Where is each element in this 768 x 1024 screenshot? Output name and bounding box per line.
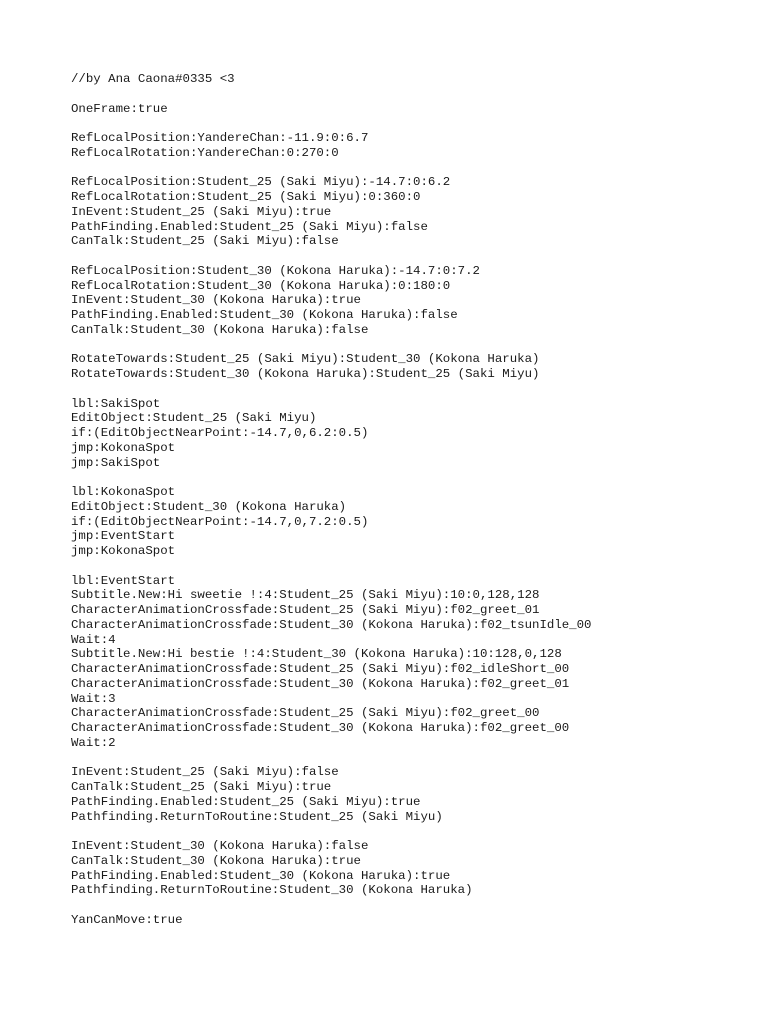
text-line: YanCanMove:true — [71, 912, 183, 927]
text-line: CanTalk:Student_30 (Kokona Haruka):true — [71, 853, 361, 868]
text-block — [71, 131, 751, 161]
text-line: Wait:3 — [71, 691, 116, 706]
text-line: RefLocalPosition:YandereChan:-11.9:0:6.7 — [71, 131, 369, 145]
text-line: CharacterAnimationCrossfade:Student_30 (Kokona Haruka):f02_tsunIdle_00 — [71, 617, 592, 632]
text-line: Wait:4 — [71, 632, 116, 647]
text-block — [71, 839, 751, 898]
script-document — [71, 72, 751, 928]
text-block — [71, 102, 751, 117]
blank-line — [71, 751, 751, 766]
text-line: CharacterAnimationCrossfade:Student_30 (Kokona Haruka):f02_greet_00 — [71, 721, 570, 735]
text-line: jmp:KokonaSpot — [71, 440, 176, 455]
text-block — [71, 574, 751, 751]
text-line: EditObject:Student_30 (Kokona Haruka) — [71, 499, 347, 514]
text-block — [71, 175, 751, 249]
text-line: RotateTowards:Student_30 (Kokona Haruka):Student_25 (Saki Miyu) — [71, 367, 540, 381]
text-line: RotateTowards:Student_25 (Saki Miyu):Student_30 (Kokona Haruka) — [71, 352, 540, 367]
text-line: Subtitle.New:Hi sweetie !:4:Student_25 (Saki Miyu):10:0,128,128 — [71, 588, 540, 603]
text-line: Pathfinding.ReturnToRoutine:Student_30 (Kokona Haruka) — [71, 883, 473, 898]
text-line: //by Ana Caona#0335 <3 — [71, 72, 235, 86]
blank-line — [71, 898, 751, 913]
text-line: Wait:2 — [71, 735, 116, 750]
text-line: CanTalk:Student_25 (Saki Miyu):false — [71, 234, 339, 249]
text-line: CanTalk:Student_25 (Saki Miyu):true — [71, 780, 332, 794]
text-line: lbl:KokonaSpot — [71, 485, 176, 499]
text-line: jmp:EventStart — [71, 529, 176, 544]
blank-line — [71, 824, 751, 839]
text-line: if:(EditObjectNearPoint:-14.7,0,7.2:0.5) — [71, 514, 369, 529]
text-block — [71, 72, 751, 87]
blank-line — [71, 338, 751, 353]
text-line: InEvent:Student_25 (Saki Miyu):false — [71, 765, 339, 780]
text-line: InEvent:Student_30 (Kokona Haruka):false — [71, 839, 369, 853]
text-block — [71, 264, 751, 338]
blank-line — [71, 470, 751, 485]
text-line: EditObject:Student_25 (Saki Miyu) — [71, 411, 317, 426]
blank-line — [71, 161, 751, 176]
text-line: PathFinding.Enabled:Student_25 (Saki Miyu):false — [71, 219, 428, 234]
text-line: RefLocalRotation:YandereChan:0:270:0 — [71, 145, 339, 160]
text-line: PathFinding.Enabled:Student_30 (Kokona Haruka):true — [71, 868, 451, 883]
text-block — [71, 765, 751, 824]
text-line: jmp:KokonaSpot — [71, 544, 176, 558]
blank-line — [71, 249, 751, 264]
text-block — [71, 913, 751, 928]
text-block — [71, 397, 751, 471]
text-block — [71, 352, 751, 382]
text-line: RefLocalRotation:Student_30 (Kokona Haruka):0:180:0 — [71, 278, 451, 293]
blank-line — [71, 559, 751, 574]
text-line: RefLocalPosition:Student_25 (Saki Miyu):-14.7:0:6.2 — [71, 175, 451, 190]
text-line: CharacterAnimationCrossfade:Student_30 (Kokona Haruka):f02_greet_01 — [71, 676, 570, 691]
text-line: lbl:EventStart — [71, 573, 176, 588]
text-line: RefLocalRotation:Student_25 (Saki Miyu):0:360:0 — [71, 190, 421, 204]
text-line: CharacterAnimationCrossfade:Student_25 (Saki Miyu):f02_idleShort_00 — [71, 662, 570, 676]
text-line: CharacterAnimationCrossfade:Student_25 (Saki Miyu):f02_greet_00 — [71, 706, 540, 721]
text-line: CharacterAnimationCrossfade:Student_25 (Saki Miyu):f02_greet_01 — [71, 603, 540, 617]
text-line: RefLocalPosition:Student_30 (Kokona Haruka):-14.7:0:7.2 — [71, 263, 480, 278]
text-line: CanTalk:Student_30 (Kokona Haruka):false — [71, 322, 369, 337]
text-line: OneFrame:true — [71, 101, 168, 116]
blank-line — [71, 382, 751, 397]
text-line: Pathfinding.ReturnToRoutine:Student_25 (Saki Miyu) — [71, 809, 443, 824]
text-line: lbl:SakiSpot — [71, 396, 161, 411]
text-line: InEvent:Student_25 (Saki Miyu):true — [71, 204, 332, 219]
text-line: PathFinding.Enabled:Student_30 (Kokona Haruka):false — [71, 308, 458, 322]
blank-line — [71, 116, 751, 131]
text-line: InEvent:Student_30 (Kokona Haruka):true — [71, 293, 361, 308]
text-line: if:(EditObjectNearPoint:-14.7,0,6.2:0.5) — [71, 426, 369, 440]
text-line: jmp:SakiSpot — [71, 455, 161, 470]
text-block — [71, 485, 751, 559]
text-line: PathFinding.Enabled:Student_25 (Saki Miyu):true — [71, 794, 421, 809]
text-line: Subtitle.New:Hi bestie !:4:Student_30 (Kokona Haruka):10:128,0,128 — [71, 647, 562, 662]
blank-line — [71, 87, 751, 102]
